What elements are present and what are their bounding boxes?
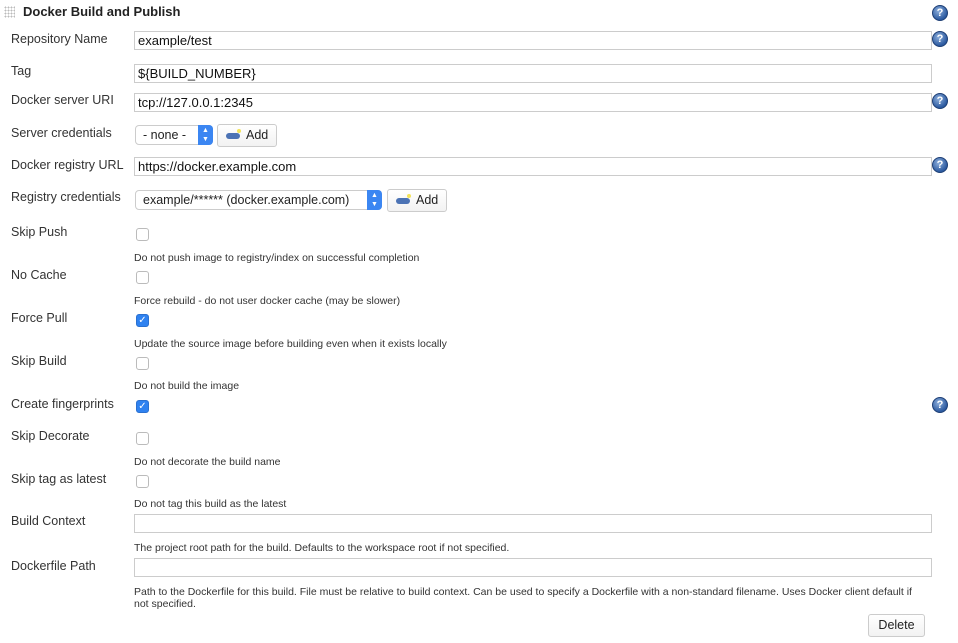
help-icon[interactable]: ? bbox=[932, 5, 948, 21]
dockerfile-path-description: Path to the Dockerfile for this build. File must be relative to build context. Can be used to specify a Dockerfile with a non-standard filename. Uses Docker client default if not specified. bbox=[134, 586, 912, 610]
tag-input[interactable]: ${BUILD_NUMBER} bbox=[134, 64, 932, 83]
help-icon[interactable]: ? bbox=[932, 31, 948, 47]
chevron-updown-icon: ▲ ▼ bbox=[367, 190, 382, 210]
create-fingerprints-checkbox[interactable]: ✓ bbox=[136, 400, 149, 413]
add-label: Add bbox=[416, 193, 439, 207]
selected-value: - none - bbox=[143, 128, 187, 142]
help-icon[interactable]: ? bbox=[932, 93, 948, 109]
registry-credentials-select[interactable] bbox=[135, 190, 382, 210]
add-server-credentials-button[interactable] bbox=[217, 124, 277, 147]
dockerfile-path-label: Dockerfile Path bbox=[11, 559, 96, 573]
repository-name-label: Repository Name bbox=[11, 32, 108, 46]
drag-handle-icon[interactable] bbox=[4, 6, 15, 18]
skip-tag-latest-description: Do not tag this build as the latest bbox=[134, 498, 287, 510]
add-registry-credentials-button[interactable] bbox=[387, 189, 447, 212]
chevron-updown-icon: ▲ ▼ bbox=[198, 125, 213, 145]
build-context-label: Build Context bbox=[11, 514, 86, 528]
server-credentials-select[interactable] bbox=[135, 125, 213, 145]
server-credentials-label: Server credentials bbox=[11, 126, 112, 140]
no-cache-label: No Cache bbox=[11, 268, 67, 282]
force-pull-label: Force Pull bbox=[11, 311, 68, 325]
key-icon bbox=[226, 133, 240, 139]
build-context-input[interactable] bbox=[134, 514, 932, 533]
skip-tag-latest-checkbox[interactable] bbox=[136, 475, 149, 488]
repository-name-input[interactable]: example/test bbox=[134, 31, 932, 50]
dockerfile-path-input[interactable] bbox=[134, 558, 932, 577]
force-pull-description: Update the source image before building even when it exists locally bbox=[134, 338, 447, 350]
force-pull-checkbox[interactable]: ✓ bbox=[136, 314, 149, 327]
docker-server-uri-input[interactable]: tcp://127.0.0.1:2345 bbox=[134, 93, 932, 112]
skip-decorate-label: Skip Decorate bbox=[11, 429, 90, 443]
registry-credentials-label: Registry credentials bbox=[11, 190, 121, 204]
skip-build-checkbox[interactable] bbox=[136, 357, 149, 370]
skip-push-label: Skip Push bbox=[11, 225, 68, 239]
docker-server-uri-label: Docker server URI bbox=[11, 93, 114, 107]
no-cache-checkbox[interactable] bbox=[136, 271, 149, 284]
section-title: Docker Build and Publish bbox=[23, 4, 181, 19]
skip-decorate-checkbox[interactable] bbox=[136, 432, 149, 445]
help-icon[interactable]: ? bbox=[932, 397, 948, 413]
add-label: Add bbox=[246, 128, 269, 142]
docker-registry-url-label: Docker registry URL bbox=[11, 158, 124, 172]
docker-registry-url-input[interactable]: https://docker.example.com bbox=[134, 157, 932, 176]
delete-button[interactable]: Delete bbox=[868, 614, 925, 637]
no-cache-description: Force rebuild - do not user docker cache (may be slower) bbox=[134, 295, 401, 307]
selected-value: example/****** (docker.example.com) bbox=[143, 193, 350, 207]
skip-decorate-description: Do not decorate the build name bbox=[134, 456, 281, 468]
skip-push-checkbox[interactable] bbox=[136, 228, 149, 241]
skip-build-label: Skip Build bbox=[11, 354, 67, 368]
tag-label: Tag bbox=[11, 64, 32, 78]
skip-build-description: Do not build the image bbox=[134, 380, 240, 392]
help-icon[interactable]: ? bbox=[932, 157, 948, 173]
skip-push-description: Do not push image to registry/index on successful completion bbox=[134, 252, 420, 264]
skip-tag-latest-label: Skip tag as latest bbox=[11, 472, 107, 486]
key-icon bbox=[396, 198, 410, 204]
build-context-description: The project root path for the build. Defaults to the workspace root if not specified. bbox=[134, 542, 510, 554]
create-fingerprints-label: Create fingerprints bbox=[11, 397, 114, 411]
